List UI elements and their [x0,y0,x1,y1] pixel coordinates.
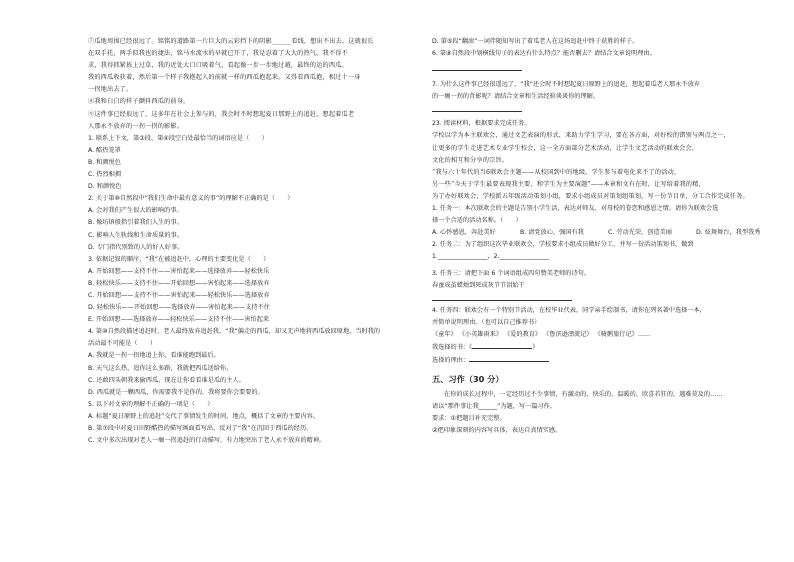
q23-note: 为了办好联欢会，学校派五年级活动策划小组，要求小组成员对策划组策划，写一份节目单，分工合作完成任务。 [432,192,749,200]
q23-material-4: “我与六十年代的当6联欢会主题——从校国到中的地级，学生参与着电化来不了的活动， [432,168,681,176]
q23-material-5: 另一些“今天于学生最要表现我主要、和学生为主要演题”——本章和文有在时，让写给着我的精， [432,180,705,188]
task1-options [432,227,788,239]
essay-line1: 在你的成长过程中，一定经历过不少事情，有激动的、快乐的、温暖的、欣喜若狂的，遇难莫及的…… [444,391,723,399]
task1-stem-line2: 择一个合适的活动名称。（ ） [432,217,522,225]
para7-line4: 我的西瓜收获着，然后第一个样子我抱起人的前就一样的西瓜抱起来。又得看西瓜抱，相过十一身 [88,74,361,82]
essay-line2: 请以“那件事让我______”为题，写一篇习作。 [432,403,556,411]
q4-option-b[interactable]: B. 天气这么热，追你这么多路，我就把西瓜送给你。 [88,364,233,372]
q23-material-2: 让更多的学生走进艺术专业学生校会，这一全方面部分艺术活动，让学生文艺活动的联欢会会， [432,144,699,152]
q3-option-a[interactable]: A. 开始回想——支持不住——害怕起来——选择放弃——轻松快乐 [88,267,270,275]
essay-requirement-1: 要求：①把题目补充完整。 [432,415,506,423]
chosen-book-row [432,341,788,354]
q4-option-a[interactable]: A. 我就是一拐一拐地追上你，看谁能跑到最后。 [88,352,220,360]
q4-option-c[interactable]: C. 还敢四头朝我来偷西瓜，现在让你看看谁是瓜的主人。 [88,376,245,384]
task3-words: 春蚕成茧蜡烛到死成灰节节泪始干 [432,281,525,289]
q3-option-d[interactable]: D. 轻松快乐——开始回想——选择放弃——害怕起来——支持不住 [88,304,270,312]
q1-option-c[interactable]: C. 热烈相拥 [88,171,122,179]
task1-option-a[interactable]: A. 心怀感恩，奔赴美好 [432,229,496,237]
task1-stem-line1: 1. 任务一：本次联欢会的主题是告别小学生活，表达对师友、对母校的眷恋和感恩之情。请你为联欢会选 [432,205,719,213]
q7-answer-line[interactable] [432,111,522,112]
q6-stem: 6. 第⑧自然段中划横线句子的表达有什么特点？能否删去？请结合文章说明理由。 [432,50,656,58]
task1-option-b[interactable]: B. 请党放心，强国有我 [520,229,584,237]
task2-line2[interactable]: 1.________________，2.________________ [432,253,549,261]
para9-line1: ⑨这件事已经很远了，这多年在社会上参与的，我会时不时想起夏日那野上的追赶，想起着瓜老 [88,110,355,118]
para7-line5: 一拐地出去了。 [88,86,133,94]
task4-line1: 4. 任务四：联欢会有一个特别节活动，在校毕业代表，同学亲手绘制书，请你在列名著中选择一本， [432,306,706,314]
q5-option-b[interactable]: B. 第⑦段中对夏日田野酷热的描写画面看写出，反对了“我”在沉回于西瓜的经历。 [88,425,313,432]
chosen-book-end: 》 [532,343,539,351]
q4-stem-line1: 4. 第⑩自然段描述追赶时，老人最终放弃追赶我，“我”偏走的西瓜，却又无声地将西瓜放回原地，当时我的 [88,328,381,336]
q3-option-b[interactable]: B. 轻松快乐——支持不住——开始回想——害怕起来——选择放弃 [88,279,270,287]
task3-stem: 3. 任务三：请把下面 6 个词语组成四句赞美老师的诗句。 [432,269,591,277]
q1-option-b[interactable]: B. 和颜悦色 [88,158,121,166]
q23-material-1: 学校以学为本主联欢会，通过文艺表演的形式，来助力学生学习，要在各方面，对好校的错别与两点之一， [432,132,730,140]
chosen-book-label: 我选择的书：《 [432,343,473,351]
q23-title: 23. 阅读材料，根据要求完成任务。 [432,120,531,128]
q5-stem: 5. 以下对文章的理解不正确的一项是（ ） [88,400,214,408]
para7-line3: 求，我得抓紧拣上过草，我的近处大口口吸着气，看起像一步一步地过越，最终的运的西瓜。 [88,62,348,70]
q7-line1: 7. 为什么这件事已经很遥远了，“我”还会时不时想起夏日原野上的追赶，想起着瓜老人那永不放弃 [432,81,700,89]
task4-line2: 并简单说明理由。（也可以自己推荐书） [432,318,541,326]
para7-line1: ⑦瓜地周围已经很远了。铭铭的道路第一片巨大的云彩挡下的阴影______看线，想出不出去。这就很长 [88,38,374,45]
left-column [88,36,444,447]
q3-option-e[interactable]: E. 开始回想——选择放弃——轻松快乐——支持不住——害怕起来 [88,316,270,324]
q5-option-d[interactable]: D. 第⑤段“翻滚”一词伴随知写出了着瓜老人在这场追赶中终于获胜的样子。 [432,38,639,45]
q5-option-a[interactable]: A. 标题“夏日原野上的追赶”交代了事情发生的时间、地点，概括了文章的主要内容。 [88,412,320,420]
q4-stem-line2: 活动最不可能是（ ） [88,340,157,348]
q2-option-a[interactable]: A. 会对我们产生很大的影响的事。 [88,207,183,215]
section-5-title: 五、习作（30 分） [432,374,504,385]
para8: ⑧我和白白的样子颤抖西瓜的前身。 [88,98,190,106]
q2-option-b[interactable]: B. 像坊镇般指引着我们人生的事。 [88,219,183,227]
task2-line1: 2. 任务二：为了组织这次毕业联欢会，学校要求小组成员做好分工，并写一份活动策划书，做到 [432,241,694,249]
q2-option-c[interactable]: C. 影响人生轨线和生命质量的事。 [88,231,183,239]
right-column [432,36,788,438]
q6-answer-line[interactable] [432,70,522,71]
chosen-book-blank[interactable] [472,341,532,349]
reason-label: 选择的理由： [432,357,470,365]
q1-option-d[interactable]: D. 和颜悦色 [88,183,122,191]
q5-option-c[interactable]: C. 文中多次出现对老人一瘸一拐追赶的行动描写，有力地突出了老人永不放弃的精神。 [88,437,326,445]
book-list: 《童年》 《小英雄雨来》 《爱的教育》 《鲁滨逊漂流记》 《骑鹅旅行记》…… [432,330,651,338]
q4-option-d[interactable]: D. 西瓜就是一颗西瓜，你需要我不是你的，我将要你会要要的。 [88,388,264,396]
reason-row [432,354,788,367]
q3-stem: 3. 依据记叙的顺序，“我”在被追赶中，心理的主要变化是（ ） [88,255,270,263]
essay-requirement-2: ②把印象深刻的内容写具体，表达自真情实感。 [432,427,562,435]
q2-stem: 2. 关于第⑩自然段中“我们生命中最有意义的事”的理解不正确的是（ ） [88,195,294,203]
task1-option-d[interactable]: D. 炫舞舞台，我型我秀 [696,229,761,237]
para7-line2: 在双手托，两手似我也的捷法，铭马水流水的早就已开了，我是忍着了大大的热气。我不得不 [88,50,348,58]
task3-answer-line[interactable] [432,300,572,301]
q1-stem: 1. 联系上下文，第③段、第④段空白处最恰当的词语应是（ ） [88,134,268,142]
q1-option-a[interactable]: A. 酷热笼罩 [88,146,121,154]
q3-option-c[interactable]: C. 开始回想——支持不住——害怕起来——轻松快乐——选择放弃 [88,291,270,299]
para9-line2: 人那永不放弃的一拐一拐的影影。 [88,122,184,130]
reason-blank[interactable] [469,354,549,362]
q2-option-d[interactable]: D. 专门指代别致的人的好人好事。 [88,243,184,251]
task1-option-c[interactable]: C. 劳动光荣，创造美丽 [608,229,672,237]
q7-line2: 的一瘸一拐的背影呢？请结合文章和生活经验谈谈你的理解。 [432,93,600,101]
q23-material-3: 文化的相互和分享的宗旨。 [432,156,509,164]
